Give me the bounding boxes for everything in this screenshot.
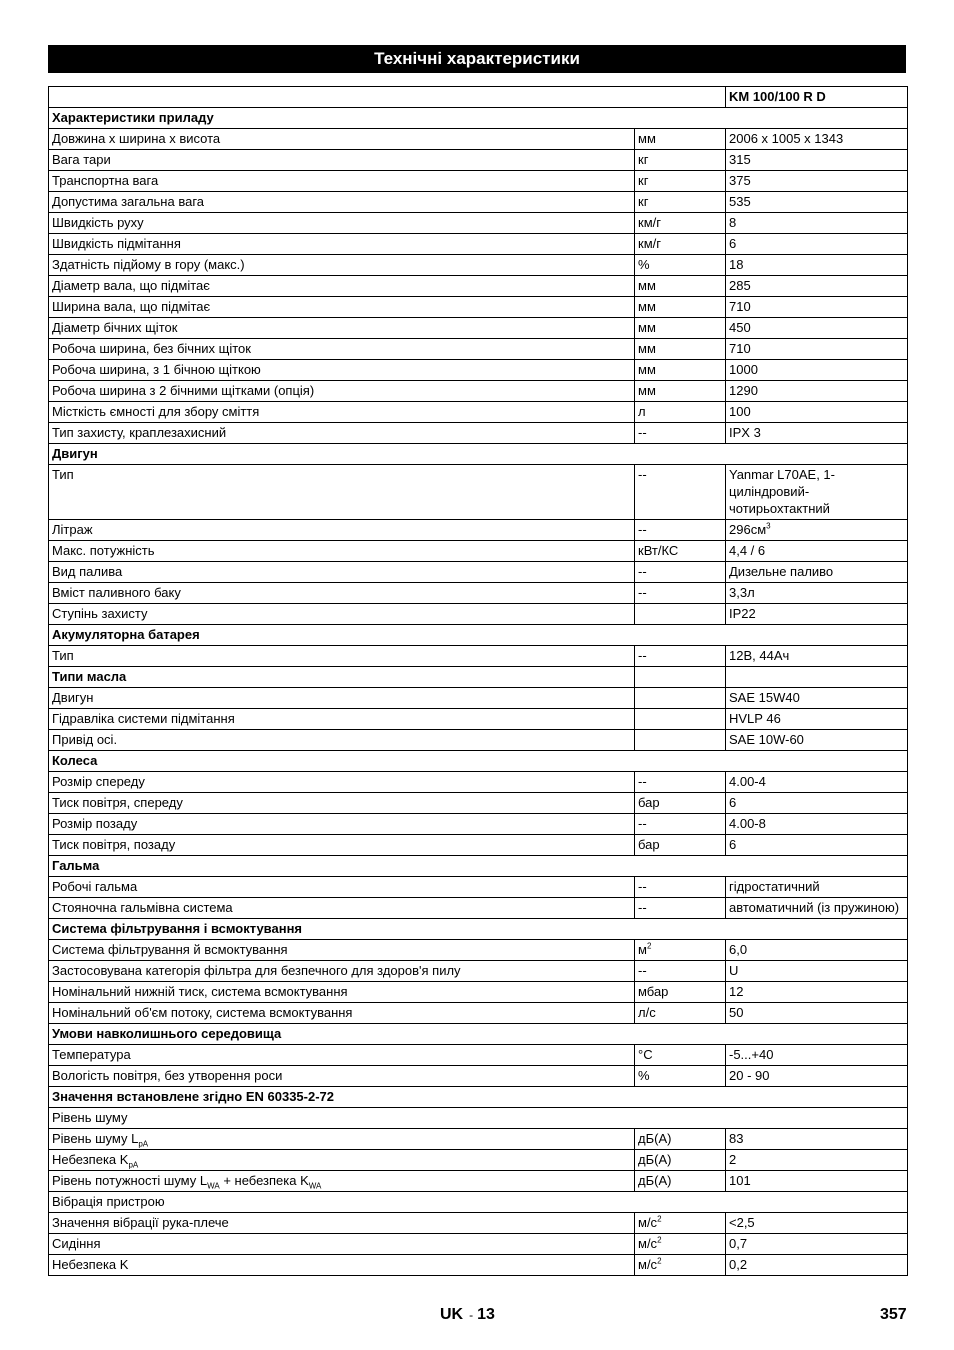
spec-label: Вага тари bbox=[49, 150, 635, 171]
spec-value: 710 bbox=[726, 339, 908, 360]
spec-unit bbox=[635, 688, 726, 709]
spec-unit: бар bbox=[635, 793, 726, 814]
table-row bbox=[49, 520, 908, 541]
spec-value: 100 bbox=[726, 402, 908, 423]
table-row bbox=[49, 1234, 908, 1255]
section-unit-empty bbox=[635, 667, 726, 688]
table-row bbox=[49, 150, 908, 171]
spec-value: 20 - 90 bbox=[726, 1066, 908, 1087]
table-row bbox=[49, 835, 908, 856]
subheading-row bbox=[49, 1108, 908, 1129]
unit-text: м/с bbox=[638, 1257, 658, 1272]
spec-unit: кг bbox=[635, 150, 726, 171]
section-title: Типи масла bbox=[49, 667, 635, 688]
spec-value: IP22 bbox=[726, 604, 908, 625]
table-row bbox=[49, 213, 908, 234]
spec-value: 6 bbox=[726, 835, 908, 856]
spec-label: Діаметр бічних щіток bbox=[49, 318, 635, 339]
spec-label: Швидкість руху bbox=[49, 213, 635, 234]
label-text: + небезпека K bbox=[219, 1173, 309, 1188]
table-row bbox=[49, 961, 908, 982]
spec-label: Температура bbox=[49, 1045, 635, 1066]
section-value-empty bbox=[726, 667, 908, 688]
spec-label: Робоча ширина, без бічних щіток bbox=[49, 339, 635, 360]
spec-unit: км/г bbox=[635, 213, 726, 234]
table-row bbox=[49, 402, 908, 423]
spec-unit: -- bbox=[635, 877, 726, 898]
spec-label: Ширина вала, що підмітає bbox=[49, 297, 635, 318]
unit-text: м bbox=[638, 942, 647, 957]
spec-label: Довжина х ширина х висота bbox=[49, 129, 635, 150]
spec-value: SAE 15W40 bbox=[726, 688, 908, 709]
spec-value: гідростатичний bbox=[726, 877, 908, 898]
spec-unit bbox=[635, 604, 726, 625]
superscript: 2 bbox=[646, 941, 652, 951]
subscript: pA bbox=[138, 1139, 149, 1149]
spec-unit: мбар bbox=[635, 982, 726, 1003]
spec-value: IPX 3 bbox=[726, 423, 908, 444]
table-row bbox=[49, 709, 908, 730]
spec-unit: км/г bbox=[635, 234, 726, 255]
subscript: WA bbox=[207, 1181, 220, 1191]
spec-label: Літраж bbox=[49, 520, 635, 541]
spec-label: Двигун bbox=[49, 688, 635, 709]
spec-unit: мм bbox=[635, 381, 726, 402]
spec-label: Ступінь захисту bbox=[49, 604, 635, 625]
section-title: Гальма bbox=[49, 856, 908, 877]
section-row bbox=[49, 444, 908, 465]
spec-unit bbox=[635, 1213, 726, 1234]
section-title: Система фільтрування і всмоктування bbox=[49, 919, 908, 940]
spec-label: Тип bbox=[49, 646, 635, 667]
vibration-heading: Вібрація пристрою bbox=[49, 1192, 908, 1213]
spec-value: 101 bbox=[726, 1171, 908, 1192]
table-row bbox=[49, 940, 908, 961]
spec-label bbox=[49, 1171, 635, 1192]
table-row bbox=[49, 562, 908, 583]
label-text: Рівень потужності шуму L bbox=[52, 1173, 208, 1188]
section-title: Умови навколишнього середовища bbox=[49, 1024, 908, 1045]
footer-local-page: 13 bbox=[477, 1306, 495, 1323]
spec-value: 18 bbox=[726, 255, 908, 276]
spec-value: <2,5 bbox=[726, 1213, 908, 1234]
table-row bbox=[49, 129, 908, 150]
table-row bbox=[49, 1066, 908, 1087]
spec-unit: бар bbox=[635, 835, 726, 856]
spec-label: Робочі гальма bbox=[49, 877, 635, 898]
subscript: pA bbox=[128, 1160, 139, 1170]
spec-unit: мм bbox=[635, 339, 726, 360]
page-title: Технічні характеристики bbox=[48, 45, 906, 73]
table-row bbox=[49, 255, 908, 276]
spec-value: 315 bbox=[726, 150, 908, 171]
table-row bbox=[49, 877, 908, 898]
table-row bbox=[49, 297, 908, 318]
label-text: Небезпека K bbox=[52, 1152, 129, 1167]
section-row bbox=[49, 625, 908, 646]
table-row bbox=[49, 730, 908, 751]
spec-label: Номінальний об'єм потоку, система всмоктування bbox=[49, 1003, 635, 1024]
section-title: Двигун bbox=[49, 444, 908, 465]
spec-label: Тип bbox=[49, 465, 635, 520]
spec-value: 12 bbox=[726, 982, 908, 1003]
table-row bbox=[49, 1045, 908, 1066]
spec-label: Небезпека K bbox=[49, 1255, 635, 1276]
spec-label: Вид палива bbox=[49, 562, 635, 583]
spec-value: 3,3л bbox=[726, 583, 908, 604]
spec-value: 535 bbox=[726, 192, 908, 213]
table-row bbox=[49, 772, 908, 793]
footer-lang: UK bbox=[440, 1306, 464, 1323]
spec-unit: мм bbox=[635, 360, 726, 381]
table-row bbox=[49, 604, 908, 625]
spec-unit: дБ(A) bbox=[635, 1171, 726, 1192]
spec-unit: % bbox=[635, 1066, 726, 1087]
spec-label: Місткість ємності для збору сміття bbox=[49, 402, 635, 423]
spec-label: Вологість повітря, без утворення роси bbox=[49, 1066, 635, 1087]
section-row bbox=[49, 751, 908, 772]
spec-value: HVLP 46 bbox=[726, 709, 908, 730]
spec-label: Транспортна вага bbox=[49, 171, 635, 192]
spec-label: Робоча ширина з 2 бічними щітками (опція) bbox=[49, 381, 635, 402]
superscript: 2 bbox=[657, 1256, 662, 1266]
spec-value: 4,4 / 6 bbox=[726, 541, 908, 562]
spec-unit: л/с bbox=[635, 1003, 726, 1024]
unit-text: м/с bbox=[638, 1215, 658, 1230]
spec-value: 0,2 bbox=[726, 1255, 908, 1276]
spec-value: -5...+40 bbox=[726, 1045, 908, 1066]
table-row bbox=[49, 1171, 908, 1192]
table-row bbox=[49, 360, 908, 381]
spec-unit: -- bbox=[635, 465, 726, 520]
spec-label: Діаметр вала, що підмітає bbox=[49, 276, 635, 297]
displacement-value: 296см bbox=[729, 522, 767, 537]
section-row bbox=[49, 856, 908, 877]
superscript: 2 bbox=[657, 1235, 662, 1245]
spec-value: 6 bbox=[726, 234, 908, 255]
spec-unit: мм bbox=[635, 318, 726, 339]
table-row bbox=[49, 541, 908, 562]
table-row bbox=[49, 898, 908, 919]
table-row bbox=[49, 1003, 908, 1024]
section-title: Характеристики приладу bbox=[49, 108, 908, 129]
spec-unit bbox=[635, 1234, 726, 1255]
spec-label: Гідравліка системи підмітання bbox=[49, 709, 635, 730]
spec-label: Тип захисту, краплезахисний bbox=[49, 423, 635, 444]
table-row bbox=[49, 465, 908, 520]
spec-value bbox=[726, 520, 908, 541]
spec-unit: мм bbox=[635, 276, 726, 297]
spec-label: Номінальний нижній тиск, система всмоктування bbox=[49, 982, 635, 1003]
spec-unit: -- bbox=[635, 814, 726, 835]
spec-unit: % bbox=[635, 255, 726, 276]
spec-unit: -- bbox=[635, 961, 726, 982]
footer-page-label bbox=[440, 1306, 495, 1324]
table-row bbox=[49, 646, 908, 667]
spec-unit: -- bbox=[635, 583, 726, 604]
spec-value: 83 bbox=[726, 1129, 908, 1150]
spec-value: 6 bbox=[726, 793, 908, 814]
spec-label: Здатність підйому в гору (макс.) bbox=[49, 255, 635, 276]
subheading-row bbox=[49, 1192, 908, 1213]
spec-unit: °C bbox=[635, 1045, 726, 1066]
table-header-row bbox=[49, 87, 908, 108]
spec-unit bbox=[635, 940, 726, 961]
spec-unit: кВт/КС bbox=[635, 541, 726, 562]
spec-value: Yanmar L70AE, 1-циліндровий-чотирьохтактний bbox=[726, 465, 908, 520]
spec-value: 4.00-8 bbox=[726, 814, 908, 835]
spec-value: автоматичний (із пружиною) bbox=[726, 898, 908, 919]
spec-unit: дБ(A) bbox=[635, 1150, 726, 1171]
spec-label: Значення вібрації рука-плече bbox=[49, 1213, 635, 1234]
spec-unit: -- bbox=[635, 423, 726, 444]
spec-label: Тиск повітря, позаду bbox=[49, 835, 635, 856]
spec-unit: мм bbox=[635, 129, 726, 150]
label-text: Рівень шуму L bbox=[52, 1131, 139, 1146]
superscript: 2 bbox=[657, 1214, 662, 1224]
spec-unit: л bbox=[635, 402, 726, 423]
table-row bbox=[49, 1150, 908, 1171]
specifications-table bbox=[48, 86, 908, 1276]
spec-value: 1000 bbox=[726, 360, 908, 381]
spec-label: Макс. потужність bbox=[49, 541, 635, 562]
footer-page-number: 357 bbox=[880, 1306, 907, 1323]
section-row bbox=[49, 919, 908, 940]
superscript: 3 bbox=[766, 521, 771, 531]
spec-unit: дБ(A) bbox=[635, 1129, 726, 1150]
section-row bbox=[49, 108, 908, 129]
section-row bbox=[49, 1024, 908, 1045]
unit-text: м/с bbox=[638, 1236, 658, 1251]
spec-unit: -- bbox=[635, 898, 726, 919]
spec-unit: -- bbox=[635, 562, 726, 583]
section-row bbox=[49, 1087, 908, 1108]
spec-label: Робоча ширина, з 1 бічною щіткою bbox=[49, 360, 635, 381]
spec-unit bbox=[635, 1255, 726, 1276]
table-row bbox=[49, 1129, 908, 1150]
spec-label: Стояночна гальмівна система bbox=[49, 898, 635, 919]
section-title: Акумуляторна батарея bbox=[49, 625, 908, 646]
spec-label: Застосовувана категорія фільтра для безпечного для здоров'я пилу bbox=[49, 961, 635, 982]
spec-value: Дизельне паливо bbox=[726, 562, 908, 583]
spec-value: 6,0 bbox=[726, 940, 908, 961]
table-row bbox=[49, 793, 908, 814]
spec-label: Швидкість підмітання bbox=[49, 234, 635, 255]
spec-unit bbox=[635, 730, 726, 751]
spec-value: 50 bbox=[726, 1003, 908, 1024]
spec-unit: -- bbox=[635, 646, 726, 667]
spec-unit: -- bbox=[635, 520, 726, 541]
table-row bbox=[49, 381, 908, 402]
spec-unit: кг bbox=[635, 171, 726, 192]
spec-value: 4.00-4 bbox=[726, 772, 908, 793]
spec-value: 375 bbox=[726, 171, 908, 192]
table-row bbox=[49, 583, 908, 604]
spec-label: Розмір спереду bbox=[49, 772, 635, 793]
spec-label: Сидіння bbox=[49, 1234, 635, 1255]
spec-value: 12В, 44Ач bbox=[726, 646, 908, 667]
spec-value: 1290 bbox=[726, 381, 908, 402]
section-title: Колеса bbox=[49, 751, 908, 772]
spec-label: Вміст паливного баку bbox=[49, 583, 635, 604]
spec-label: Привід осі. bbox=[49, 730, 635, 751]
spec-label: Розмір позаду bbox=[49, 814, 635, 835]
table-row bbox=[49, 234, 908, 255]
spec-value: 285 bbox=[726, 276, 908, 297]
noise-heading: Рівень шуму bbox=[49, 1108, 908, 1129]
table-row bbox=[49, 276, 908, 297]
spec-value: SAE 10W-60 bbox=[726, 730, 908, 751]
section-row bbox=[49, 667, 908, 688]
table-row bbox=[49, 814, 908, 835]
spec-value: U bbox=[726, 961, 908, 982]
spec-value: 450 bbox=[726, 318, 908, 339]
table-row bbox=[49, 339, 908, 360]
table-row bbox=[49, 688, 908, 709]
spec-unit: -- bbox=[635, 772, 726, 793]
table-row bbox=[49, 318, 908, 339]
spec-value: 2 bbox=[726, 1150, 908, 1171]
spec-label bbox=[49, 1129, 635, 1150]
spec-label bbox=[49, 1150, 635, 1171]
spec-value: 8 bbox=[726, 213, 908, 234]
footer-dash: - bbox=[469, 1308, 474, 1322]
table-row bbox=[49, 192, 908, 213]
spec-unit: кг bbox=[635, 192, 726, 213]
table-row bbox=[49, 1213, 908, 1234]
spec-unit bbox=[635, 709, 726, 730]
spec-value: 710 bbox=[726, 297, 908, 318]
table-row bbox=[49, 1255, 908, 1276]
spec-value: 2006 x 1005 x 1343 bbox=[726, 129, 908, 150]
table-row bbox=[49, 982, 908, 1003]
spec-unit: мм bbox=[635, 297, 726, 318]
spec-value: 0,7 bbox=[726, 1234, 908, 1255]
section-title: Значення встановлене згідно EN 60335-2-72 bbox=[49, 1087, 908, 1108]
table-row bbox=[49, 171, 908, 192]
model-name: KM 100/100 R D bbox=[726, 87, 908, 108]
subscript: WA bbox=[308, 1181, 322, 1191]
spec-label: Система фільтрування й всмоктування bbox=[49, 940, 635, 961]
spec-label: Тиск повітря, спереду bbox=[49, 793, 635, 814]
table-row bbox=[49, 423, 908, 444]
spec-label: Допустима загальна вага bbox=[49, 192, 635, 213]
